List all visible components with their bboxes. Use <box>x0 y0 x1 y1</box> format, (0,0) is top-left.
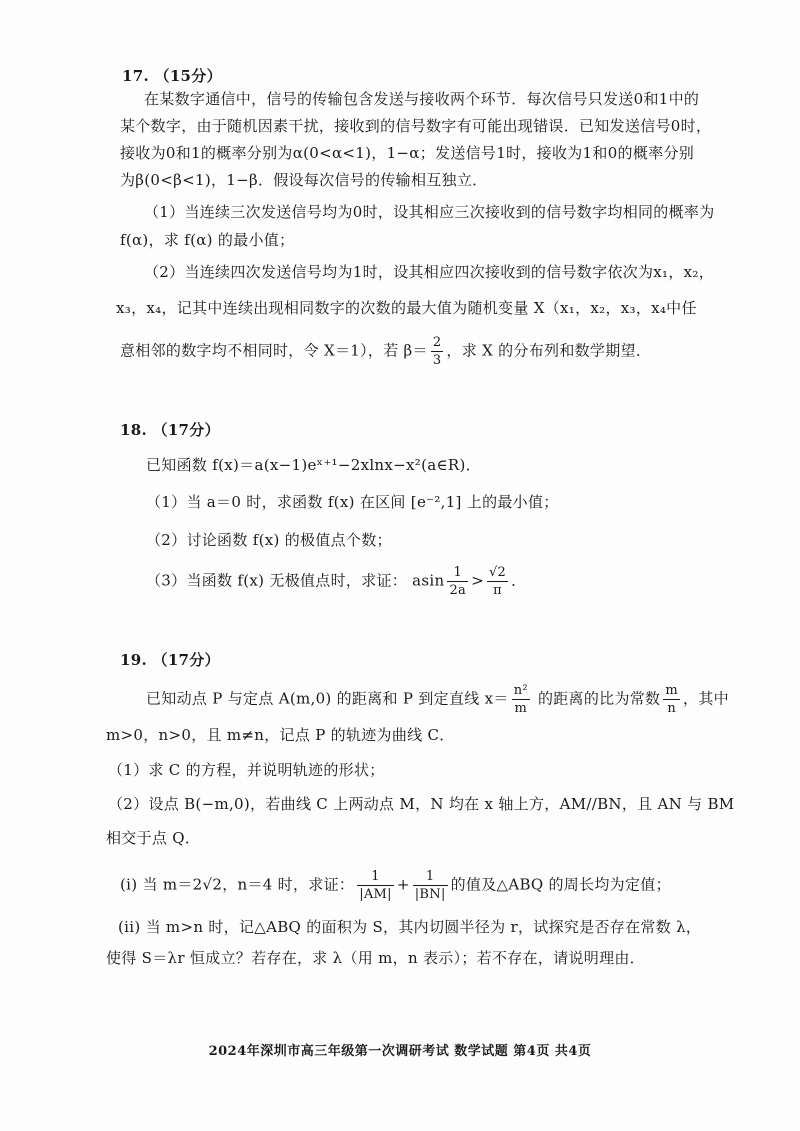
q17-paragraph-line-3: 接收为0和1的概率分别为α(0<α<1)，1−α；发送信号1时，接收为1和0的概率分别 <box>120 144 695 162</box>
q18-heading: 18. （17分） <box>120 421 220 439</box>
q17-subquestion-1-line-1: （1）当连续三次发送信号均为0时，设其相应三次接收到的信号数字均相同的概率为 <box>144 203 715 221</box>
one-over-am-fraction <box>357 870 394 901</box>
m-over-n-numerator: m <box>665 683 679 698</box>
one-over-2a-numerator: 1 <box>447 566 468 582</box>
q17-subquestion-2-line-3 <box>120 336 651 367</box>
m-over-n-fraction <box>663 684 680 715</box>
n2-over-m-numerator: n² <box>513 683 528 698</box>
q19-part-ii-line-2: 使得 S＝λr 恒成立？若存在，求 λ（用 m，n 表示）；若不存在，请说明理由． <box>106 949 645 967</box>
q18-s3-text: （3）当函数 f(x) 无极值点时，求证： asin <box>146 571 445 590</box>
beta-fraction-numerator: 2 <box>432 335 442 350</box>
q17-s2-text-a: 意相邻的数字均不相同时，令 X＝1），若 β＝ <box>120 341 428 360</box>
one-over-bn-denominator: |BN| <box>414 887 446 902</box>
n2-over-m-denominator: m <box>514 701 528 716</box>
q19-part-i-text-a: (i) 当 m＝2√2，n＝4 时，求证： <box>120 875 355 894</box>
q17-subquestion-2-line-1: （2）当连续四次发送信号均为1时，设其相应四次接收到的信号数字依次为x₁，x₂， <box>144 263 715 281</box>
beta-fraction-denominator: 3 <box>432 353 442 368</box>
q19-part-i <box>120 870 671 901</box>
q17-paragraph-line-2: 某个数字，由于随机因素干扰，接收到的信号数字有可能出现错误．已知发送信号0时， <box>120 117 712 135</box>
q17-subquestion-2-line-2: x₃，x₄，记其中连续出现相同数字的次数的最大值为随机变量 X（x₁，x₂，x₃，x₄中任 <box>116 299 697 317</box>
page-footer: 2024年深圳市高三年级第一次调研考试 数学试题 第4页 共4页 <box>208 1044 592 1059</box>
m-over-n-denominator: n <box>667 701 677 716</box>
sqrt2-over-pi-fraction <box>487 566 508 597</box>
q19-p1-text-a: 已知动点 P 与定点 A(m,0) 的距离和 P 到定直线 x＝ <box>146 689 509 708</box>
q17-heading: 17. （15分） <box>122 67 222 85</box>
q18-s3-end: ． <box>511 571 527 590</box>
q18-function-definition: 已知函数 f(x)＝a(x−1)eˣ⁺¹−2xlnx−x²(a∈R)． <box>146 456 481 474</box>
sqrt2-over-pi-denominator: π <box>493 583 502 598</box>
one-over-bn-fraction <box>413 870 448 901</box>
q19-subquestion-1: （1）求 C 的方程，并说明轨迹的形状； <box>108 761 385 779</box>
q17-paragraph-line-1: 在某数字通信中，信号的传输包含发送与接收两个环节．每次信号只发送0和1中的 <box>144 90 700 108</box>
q17-s2-text-b: ，求 X 的分布列和数学期望． <box>446 341 652 360</box>
q19-p1-text-c: ，其中 <box>683 689 729 708</box>
q19-heading: 19. （17分） <box>120 651 220 669</box>
one-over-2a-denominator: 2a <box>449 583 467 598</box>
q19-part-ii-line-1: (ii) 当 m>n 时，记△ABQ 的面积为 S，其内切圆半径为 r，试探究是否存在常数 λ， <box>118 918 702 936</box>
q18-subquestion-3 <box>146 566 526 597</box>
n2-over-m-fraction <box>512 684 530 715</box>
one-over-am-numerator: 1 <box>357 870 394 886</box>
q17-paragraph-line-4: 为β(0<β<1)，1−β．假设每次信号的传输相互独立． <box>120 171 488 189</box>
sqrt2-over-pi-numerator: √2 <box>488 565 507 580</box>
greater-than-sign: > <box>471 571 484 590</box>
beta-fraction <box>431 336 444 367</box>
one-over-bn-numerator: 1 <box>413 870 448 886</box>
q19-p1-text-b: 的距离的比为常数 <box>532 689 661 708</box>
one-over-2a-fraction <box>447 566 468 597</box>
q18-subquestion-1: （1）当 a＝0 时，求函数 f(x) 在区间 [e⁻²,1] 上的最小值； <box>146 493 559 511</box>
one-over-am-denominator: |AM| <box>359 887 392 902</box>
q17-subquestion-1-line-2: f(α)，求 f(α) 的最小值； <box>120 231 295 249</box>
plus-sign: + <box>396 875 410 894</box>
q19-part-i-text-b: 的值及△ABQ 的周长均为定值； <box>450 875 671 894</box>
q19-subquestion-2-line-1: （2）设点 B(−m,0)，若曲线 C 上两动点 M，N 均在 x 轴上方，AM//BN，且 AN 与 BM <box>108 795 735 813</box>
q18-subquestion-2: （2）讨论函数 f(x) 的极值点个数； <box>146 531 392 549</box>
q19-subquestion-2-line-2: 相交于点 Q． <box>106 829 201 847</box>
q19-paragraph-line-2: m>0，n>0，且 m≠n，记点 P 的轨迹为曲线 C． <box>106 726 455 744</box>
q19-paragraph-line-1 <box>146 684 729 715</box>
